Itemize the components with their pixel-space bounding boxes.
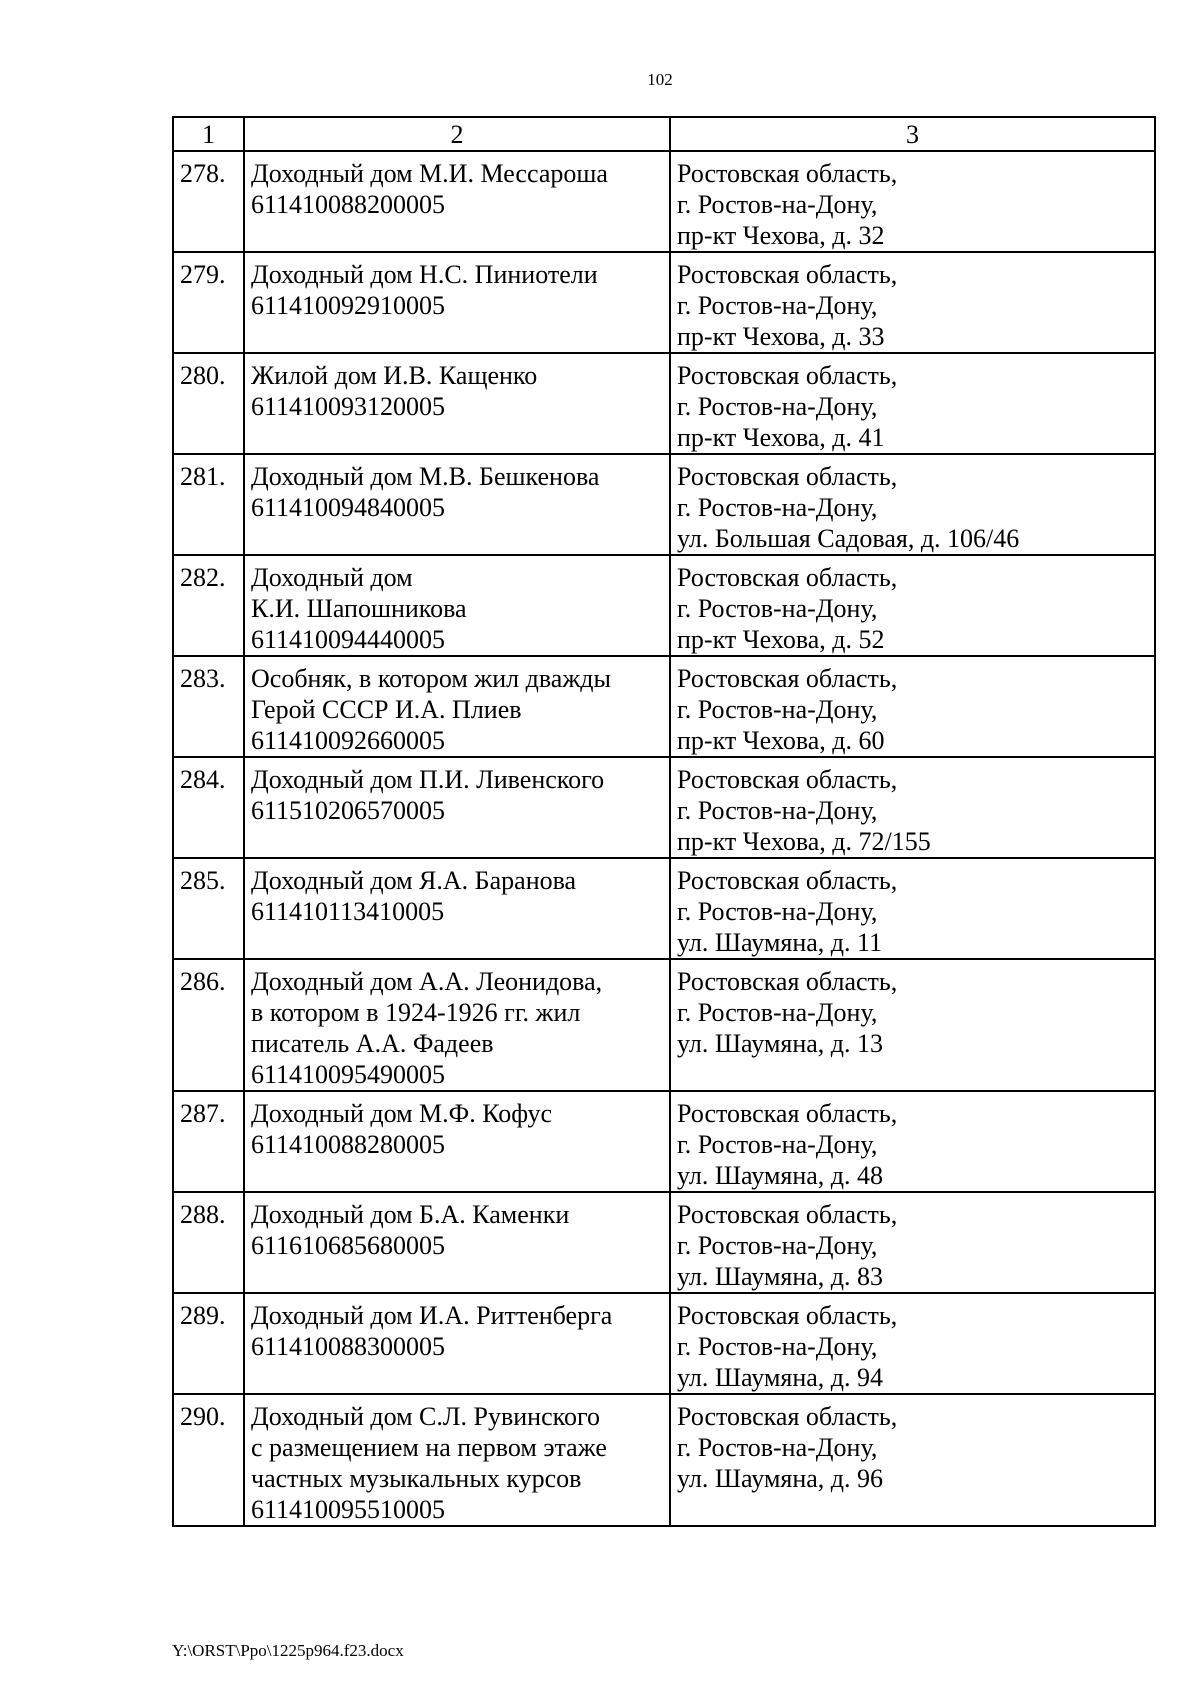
footer-file-path: Y:\ORST\Ppo\1225p964.f23.docx — [172, 1641, 404, 1660]
table-row — [173, 1293, 1155, 1394]
object-name: Особняк, в котором жил дважды Герой СССР И.А. Плиев 611410092660005 — [244, 656, 670, 757]
heritage-objects-table — [172, 116, 1156, 1527]
table-row — [173, 252, 1155, 353]
table-row — [173, 1091, 1155, 1192]
row-number: 278. — [173, 151, 244, 252]
row-number: 290. — [173, 1394, 244, 1526]
row-number: 280. — [173, 353, 244, 454]
table-row — [173, 1192, 1155, 1293]
row-number: 283. — [173, 656, 244, 757]
table-row — [173, 656, 1155, 757]
object-name: Доходный дом Я.А. Баранова 611410113410005 — [244, 858, 670, 959]
table-row — [173, 555, 1155, 656]
object-address: Ростовская область, г. Ростов-на-Дону, ул. Шаумяна, д. 94 — [670, 1293, 1155, 1394]
object-address: Ростовская область, г. Ростов-на-Дону, ул. Шаумяна, д. 83 — [670, 1192, 1155, 1293]
page-number: 102 — [647, 70, 673, 89]
table-row — [173, 151, 1155, 252]
object-name: Доходный дом М.И. Мессароша 611410088200005 — [244, 151, 670, 252]
object-name: Доходный дом П.И. Ливенского 611510206570005 — [244, 757, 670, 858]
row-number: 286. — [173, 959, 244, 1091]
row-number: 287. — [173, 1091, 244, 1192]
object-name: Жилой дом И.В. Кащенко 611410093120005 — [244, 353, 670, 454]
row-number: 288. — [173, 1192, 244, 1293]
object-address: Ростовская область, г. Ростов-на-Дону, пр-кт Чехова, д. 33 — [670, 252, 1155, 353]
object-name: Доходный дом К.И. Шапошникова 611410094440005 — [244, 555, 670, 656]
row-number: 281. — [173, 454, 244, 555]
object-address: Ростовская область, г. Ростов-на-Дону, ул. Шаумяна, д. 96 — [670, 1394, 1155, 1526]
object-name: Доходный дом Н.С. Пиниотели 611410092910005 — [244, 252, 670, 353]
row-number: 284. — [173, 757, 244, 858]
object-address: Ростовская область, г. Ростов-на-Дону, пр-кт Чехова, д. 41 — [670, 353, 1155, 454]
object-name: Доходный дом М.Ф. Кофус 611410088280005 — [244, 1091, 670, 1192]
table-row — [173, 353, 1155, 454]
table-row — [173, 454, 1155, 555]
object-name: Доходный дом Б.А. Каменки 611610685680005 — [244, 1192, 670, 1293]
object-address: Ростовская область, г. Ростов-на-Дону, ул. Шаумяна, д. 11 — [670, 858, 1155, 959]
table-row — [173, 959, 1155, 1091]
table-row — [173, 757, 1155, 858]
row-number: 285. — [173, 858, 244, 959]
object-address: Ростовская область, г. Ростов-на-Дону, ул. Шаумяна, д. 13 — [670, 959, 1155, 1091]
object-address: Ростовская область, г. Ростов-на-Дону, пр-кт Чехова, д. 60 — [670, 656, 1155, 757]
row-number: 289. — [173, 1293, 244, 1394]
row-number: 282. — [173, 555, 244, 656]
column-header-address: 3 — [670, 117, 1155, 151]
table-header-row — [173, 117, 1155, 151]
object-name: Доходный дом С.Л. Рувинского с размещением на первом этаже частных музыкальных курсов 611410095510005 — [244, 1394, 670, 1526]
table-row — [173, 858, 1155, 959]
row-number: 279. — [173, 252, 244, 353]
table-row — [173, 1394, 1155, 1526]
object-address: Ростовская область, г. Ростов-на-Дону, пр-кт Чехова, д. 52 — [670, 555, 1155, 656]
column-header-number: 1 — [173, 117, 244, 151]
object-address: Ростовская область, г. Ростов-на-Дону, пр-кт Чехова, д. 72/155 — [670, 757, 1155, 858]
object-name: Доходный дом И.А. Риттенберга 611410088300005 — [244, 1293, 670, 1394]
column-header-name: 2 — [244, 117, 670, 151]
object-name: Доходный дом М.В. Бешкенова 611410094840005 — [244, 454, 670, 555]
object-address: Ростовская область, г. Ростов-на-Дону, ул. Большая Садовая, д. 106/46 — [670, 454, 1155, 555]
object-address: Ростовская область, г. Ростов-на-Дону, пр-кт Чехова, д. 32 — [670, 151, 1155, 252]
object-name: Доходный дом А.А. Леонидова, в котором в 1924-1926 гг. жил писатель А.А. Фадеев 611410095490005 — [244, 959, 670, 1091]
object-address: Ростовская область, г. Ростов-на-Дону, ул. Шаумяна, д. 48 — [670, 1091, 1155, 1192]
